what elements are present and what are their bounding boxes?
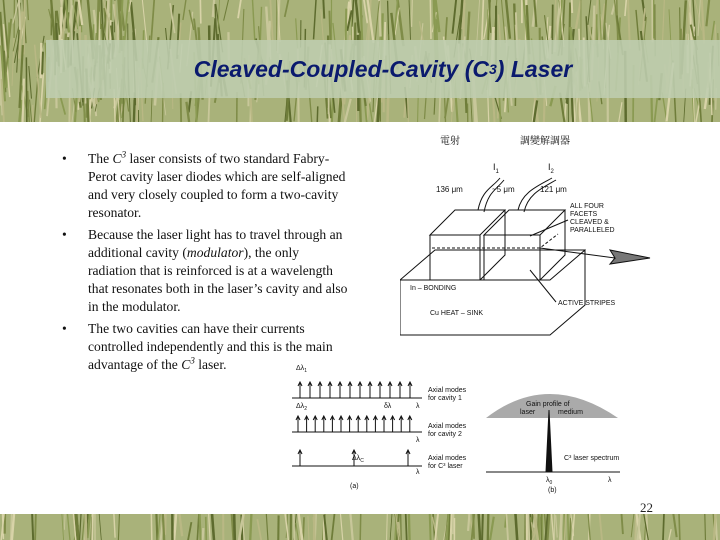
grass-blade	[151, 514, 152, 540]
current-2-label: $I_2$	[548, 162, 554, 175]
facets-line3: CLEAVED &	[570, 219, 609, 226]
grass-blade	[234, 514, 235, 540]
title-prefix: Cleaved-Coupled-Cavity (C	[193, 55, 489, 82]
mode-arrow	[373, 416, 377, 432]
grass-blade	[206, 517, 207, 540]
mode-arrow	[358, 382, 362, 398]
facets-pointer	[530, 220, 568, 236]
bullet-list	[62, 150, 348, 378]
bullet-text: Because the laser light has to travel through an additional cavity (	[88, 227, 343, 260]
gain-line3: medium	[558, 409, 583, 416]
grass-blade	[317, 106, 318, 122]
mode-arrow	[368, 382, 372, 398]
mode-arrow	[408, 382, 412, 398]
grass-blade	[200, 0, 201, 24]
mode-arrow	[328, 382, 332, 398]
bullet-italic: modulator	[186, 245, 244, 260]
bullet-italic: C	[181, 357, 191, 372]
grass-blade	[92, 514, 93, 540]
grass-blade	[165, 514, 166, 535]
mode-arrow	[298, 450, 302, 466]
grass-blade	[360, 514, 361, 540]
current-1-label: $I_1$	[493, 162, 499, 175]
small-delta-lambda: δλ	[384, 403, 392, 410]
mode-arrow	[391, 416, 395, 432]
c3-laser-device-diagram	[400, 130, 690, 360]
mode-arrow	[348, 416, 352, 432]
grass-blade	[409, 514, 411, 540]
bullet-marker: •	[62, 227, 67, 242]
grass-blade	[202, 528, 203, 540]
delta-lambda-2: $\Delta\lambda_2$	[296, 403, 307, 412]
mode-arrow	[305, 416, 309, 432]
mode-arrow	[365, 416, 369, 432]
bullet-marker: •	[62, 321, 67, 336]
modulator-chip	[484, 210, 565, 280]
dim-gap: ~5 μm	[492, 185, 515, 194]
mode-arrow	[408, 416, 412, 432]
grass-blade	[487, 514, 489, 540]
mode-arrow	[378, 382, 382, 398]
grass-background-bottom	[0, 514, 720, 540]
spectrum-label: C³ laser spectrum	[564, 455, 620, 462]
slide-title: Cleaved-Coupled-Cavity (C 3 ) Laser	[193, 55, 573, 82]
grass-blade	[323, 0, 324, 19]
mode-arrow	[313, 416, 317, 432]
axial-3-line2: for C³ laser	[428, 463, 463, 470]
grass-blade	[571, 0, 572, 13]
c3-spectrum-peak	[546, 410, 552, 472]
dim-left: 136 μm	[436, 185, 463, 194]
dim-right: 121 μm	[540, 185, 567, 194]
grass-blade	[560, 514, 561, 540]
grass-blade	[539, 517, 540, 540]
mode-arrow	[406, 450, 410, 466]
delta-lambda-1: $\Delta\lambda_1$	[296, 365, 307, 374]
delta-lambda-c: $\Delta\lambda_C$	[352, 455, 364, 464]
bullet-text: laser consists of two standard Fabry-Perot cavity laser diodes which are self-aligned and very closely coupled to form a two-cavity resonator.	[88, 151, 346, 220]
axial-2-line1: Axial modes	[428, 423, 467, 430]
stripes-pointer	[530, 270, 556, 302]
bullet-item	[62, 226, 348, 316]
lambda-2: λ	[416, 437, 420, 444]
mode-arrow	[399, 416, 403, 432]
lambda-b: λ	[608, 477, 612, 484]
mode-arrow	[356, 416, 360, 432]
gain-line2: laser	[520, 409, 536, 416]
bullet-sup: 3	[190, 355, 195, 366]
caption-a: (a)	[350, 483, 359, 490]
cavity-2-modes	[292, 416, 422, 432]
title-suffix: ) Laser	[496, 55, 573, 82]
mode-arrow	[338, 382, 342, 398]
lambda-3: λ	[416, 469, 420, 476]
cavity-1-modes	[292, 382, 422, 398]
wire-1	[478, 178, 504, 212]
mode-arrow	[296, 416, 300, 432]
bonding-label: In – BONDING	[410, 285, 457, 292]
output-beam-arrow	[540, 248, 650, 264]
bullet-text: laser.	[194, 357, 227, 372]
grass-blade	[554, 514, 555, 540]
page-number: 22	[640, 500, 653, 515]
bullet-text: ), the only radiation that is reinforced is at a wavelength that resonates both in the laser’s cavity and also in the modulator.	[88, 245, 348, 314]
grass-blade	[42, 52, 43, 75]
label-laser: 電射	[440, 136, 460, 147]
grass-blade	[314, 514, 315, 540]
grass-blade	[430, 0, 431, 39]
mode-arrow	[398, 382, 402, 398]
mode-arrow	[322, 416, 326, 432]
mode-arrow	[339, 416, 343, 432]
axial-1-line1: Axial modes	[428, 387, 467, 394]
lambda-1: λ	[416, 403, 420, 410]
label-modulator: 調變解調器	[520, 136, 570, 147]
bullet-text: The two cavities can have their currents controlled independently and this is the main advantage of the	[88, 321, 333, 372]
gain-line1: Gain profile of	[526, 401, 570, 408]
heatsink-label: Cu HEAT – SINK	[430, 310, 484, 317]
mode-arrow	[298, 382, 302, 398]
bullet-italic: C	[112, 151, 122, 166]
bullet-item	[62, 150, 348, 222]
bullet-marker: •	[62, 151, 67, 166]
stripes-label: ACTIVE STRIPES	[558, 300, 616, 307]
axial-3-line1: Axial modes	[428, 455, 467, 462]
grass-blade	[453, 514, 454, 534]
bullet-sup: 3	[121, 149, 127, 160]
facets-line4: PARALLELED	[570, 227, 615, 234]
laser-chip	[430, 210, 505, 280]
grass-blade	[85, 514, 86, 540]
mode-arrow	[382, 416, 386, 432]
axial-1-line2: for cavity 1	[428, 395, 462, 402]
facets-line1: ALL FOUR	[570, 203, 604, 210]
axial-modes-spectrum-diagram	[288, 360, 638, 500]
mode-arrow	[308, 382, 312, 398]
mode-arrow	[388, 382, 392, 398]
facets-line2: FACETS	[570, 211, 598, 218]
wire-2	[518, 178, 556, 212]
mode-arrow	[348, 382, 352, 398]
mode-arrow	[318, 382, 322, 398]
caption-b: (b)	[548, 487, 557, 494]
grass-blade	[111, 0, 112, 20]
mode-arrow	[330, 416, 334, 432]
active-stripe	[432, 234, 558, 248]
bullet-text: The	[88, 151, 113, 166]
lambda-0: $\lambda_0$	[546, 477, 553, 486]
axial-2-line2: for cavity 2	[428, 431, 462, 438]
